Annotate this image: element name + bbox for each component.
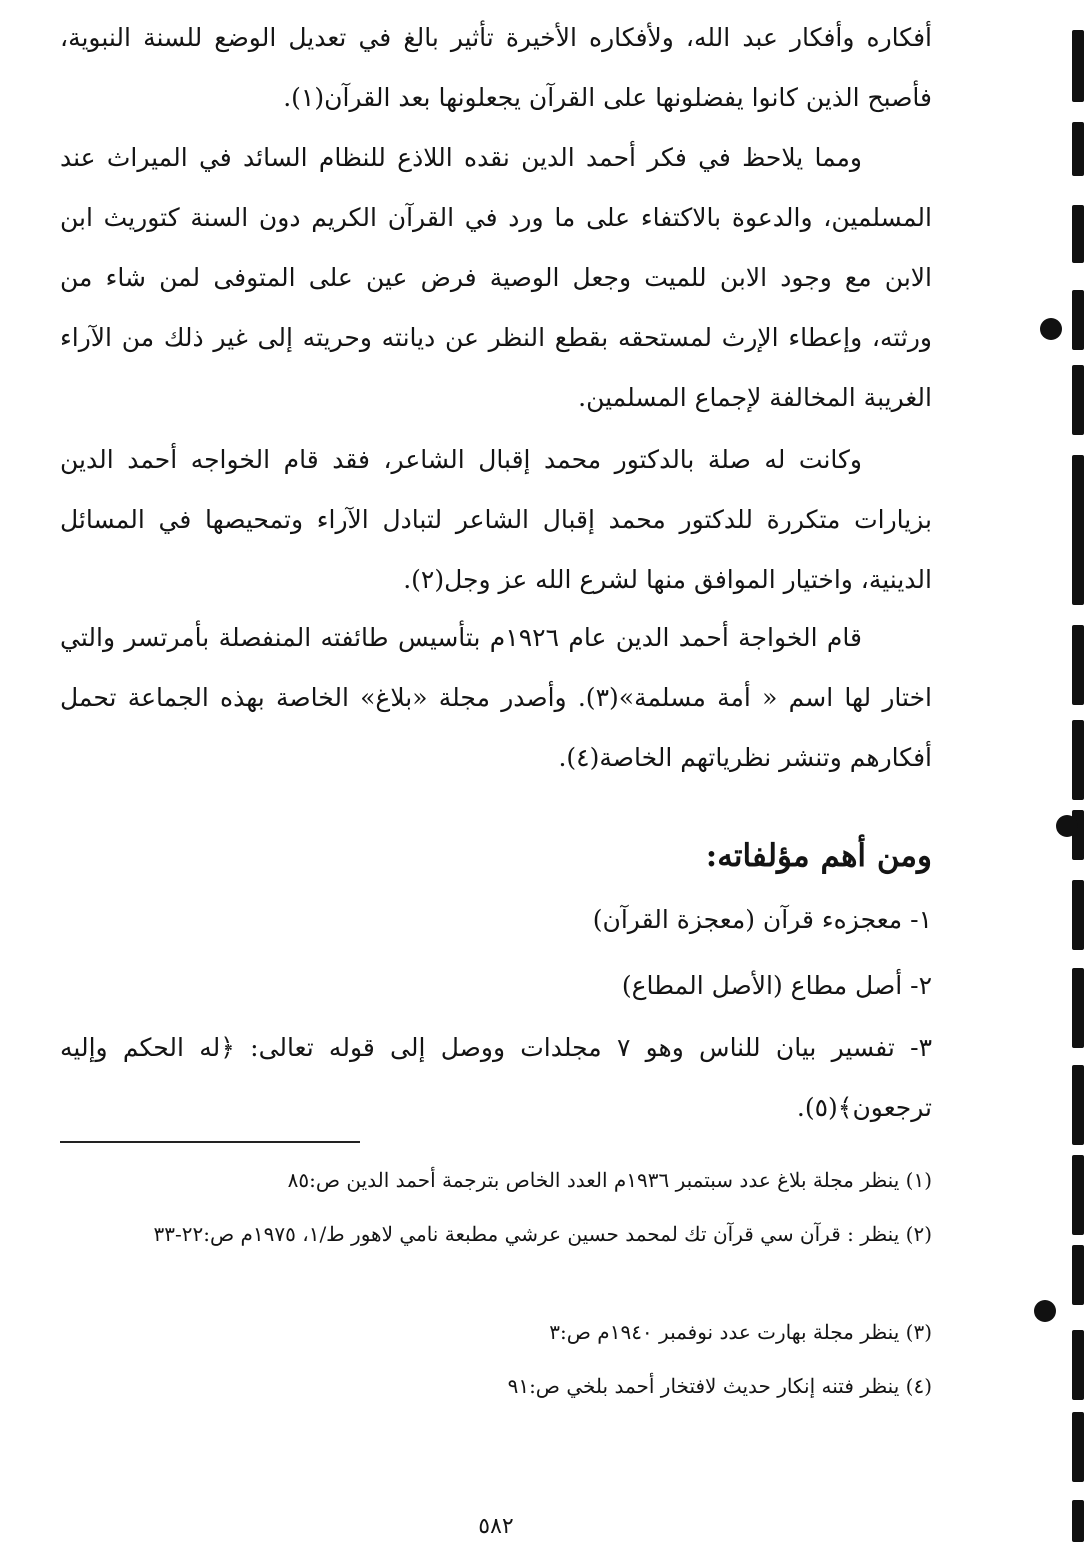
binding-mark (1072, 365, 1084, 435)
footnote-1: (١) ينظر مجلة بلاغ عدد سبتمبر ١٩٣٦م العدد الخاص بترجمة أحمد الدين ص:٨٥ (287, 1168, 932, 1192)
binding-edge-marks (1068, 0, 1088, 1542)
binding-mark (1072, 880, 1084, 950)
paragraph-4: قام الخواجة أحمد الدين عام ١٩٢٦م بتأسيس طائفته المنفصلة بأمرتسر والتي اختار لها اسم « أمة مسلمة»(٣). وأصدر مجلة «بلاغ» الخاصة بهذه الجماعة تحمل أفكارهم وتنشر نظرياتهم الخاصة(٤). (60, 623, 932, 772)
binding-mark (1072, 290, 1084, 350)
paragraph-3: وكانت له صلة بالدكتور محمد إقبال الشاعر، فقد قام الخواجه أحمد الدين بزيارات متكررة للدكتور محمد إقبال الشاعر لتبادل الآراء وتمحيصها في المسائل الدينية، واختيار الموافق منها لشرع الله عز وجل(٢). (60, 445, 932, 594)
paragraph-2: ومما يلاحظ في فكر أحمد الدين نقده اللاذع للنظام السائد في الميراث عند المسلمين، والدعوة بالاكتفاء على ما ورد في القرآن الكريم دون السنة كتوريث ابن الابن مع وجود الابن للميت وجعل الوصية فرض عين على المتوفى لمن شاء من ورثته، وإعطاء الإرث لمستحقه بقطع النظر عن ديانته وحريته إلى غير ذلك من الآراء الغريبة المخالفة لإجماع المسلمين. (60, 143, 932, 412)
binding-mark (1072, 968, 1084, 1048)
binding-mark (1072, 720, 1084, 800)
binding-mark (1072, 455, 1084, 605)
page-number: ٥٨٢ (478, 1514, 514, 1539)
binding-mark (1072, 205, 1084, 263)
work-item-2: ٢- أصل مطاع (الأصل المطاع) (621, 971, 932, 1000)
binding-mark (1072, 1065, 1084, 1145)
binding-mark (1072, 1330, 1084, 1400)
binding-mark (1072, 1245, 1084, 1305)
footnote-3: (٣) ينظر مجلة بهارت عدد نوفمبر ١٩٤٠م ص:٣ (549, 1320, 932, 1344)
binding-mark (1072, 625, 1084, 705)
punch-hole-dot (1034, 1300, 1056, 1322)
punch-hole-dot (1040, 318, 1062, 340)
footnote-separator (60, 1141, 360, 1143)
binding-mark (1072, 122, 1084, 176)
punch-hole-dot (1056, 815, 1078, 837)
footnote-4: (٤) ينظر فتنه إنكار حديث لافتخار أحمد بلخي ص:٩١ (507, 1374, 932, 1398)
binding-mark (1072, 30, 1084, 102)
book-page (60, 0, 932, 1542)
binding-mark (1072, 1412, 1084, 1482)
work-item-1: ١- معجزهء قرآن (معجزة القرآن) (592, 905, 932, 934)
work-item-3: ٣- تفسير بيان للناس وهو ٧ مجلدات ووصل إلى قوله تعالى: ﴿له الحكم وإليه ترجعون﴾(٥). (60, 1033, 932, 1122)
paragraph-1: أفكاره وأفكار عبد الله، ولأفكاره الأخيرة تأثير بالغ في تعديل الوضع للسنة النبوية، فأصبح الذين كانوا يفضلونها على القرآن يجعلونها بعد القرآن(١). (60, 23, 932, 112)
binding-mark (1072, 1500, 1084, 1542)
works-heading: ومن أهم مؤلفاته: (705, 838, 932, 874)
binding-mark (1072, 1155, 1084, 1235)
footnote-2: (٢) ينظر : قرآن سي قرآن تك لمحمد حسين عرشي مطبعة نامي لاهور ط/١، ١٩٧٥م ص:٢٢-٣٣ (153, 1222, 932, 1246)
